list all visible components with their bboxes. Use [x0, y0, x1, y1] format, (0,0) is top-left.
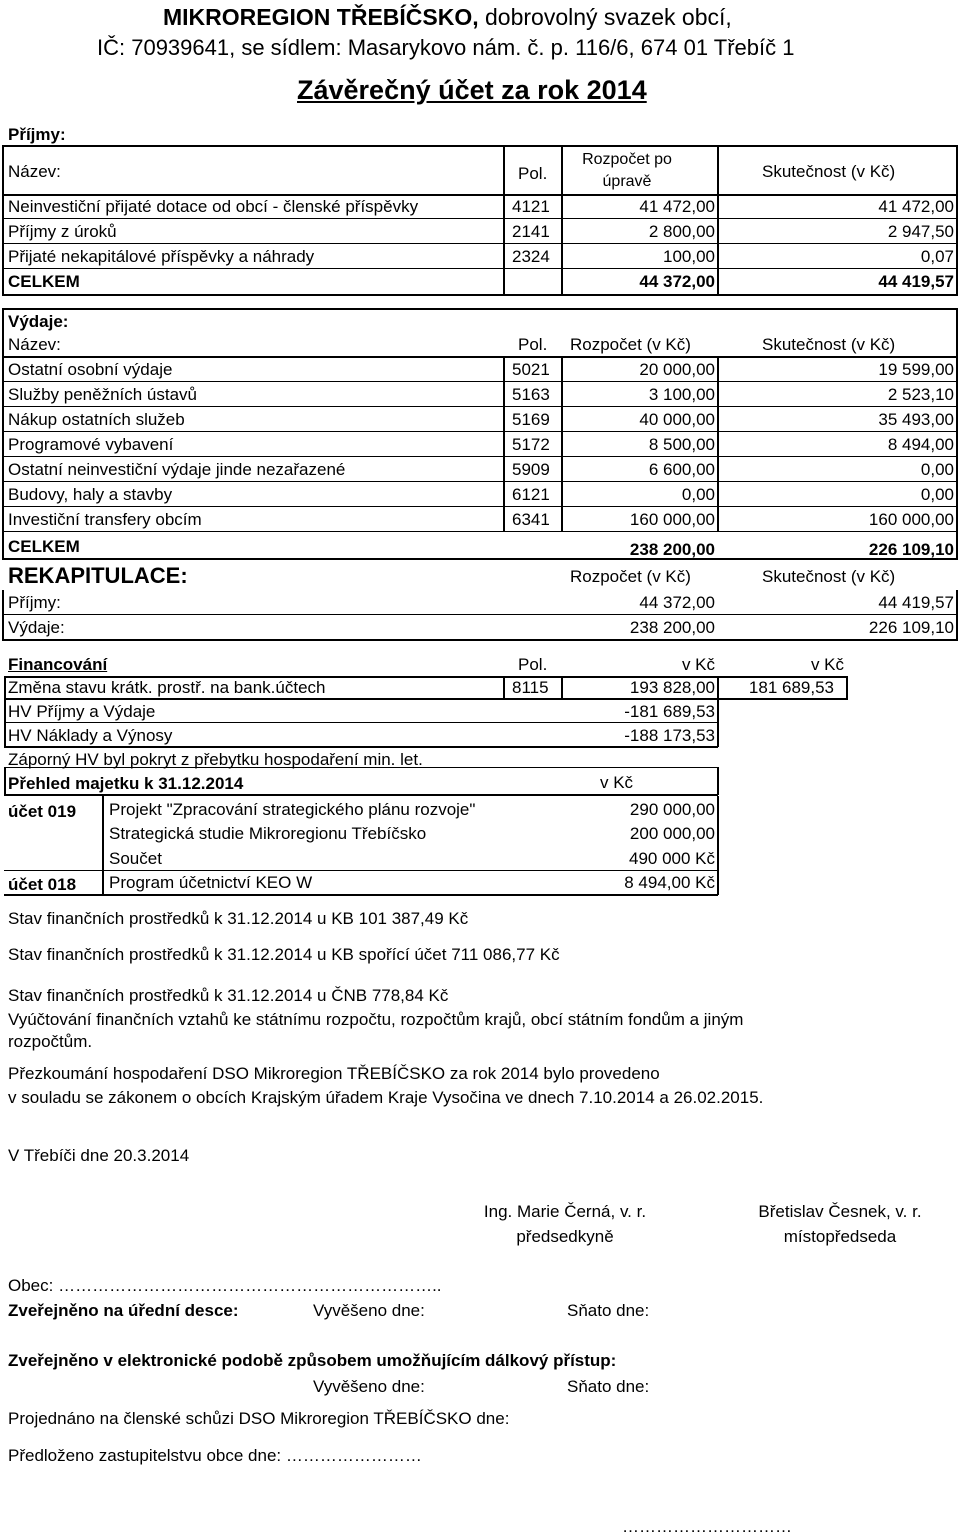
- fin-title: Financování: [8, 655, 108, 674]
- vydaje-row-name: Investiční transfery obcím: [8, 510, 202, 529]
- vydaje-row-budget: 6 600,00: [648, 460, 715, 479]
- vydaje-total-actual: 226 109,10: [868, 540, 954, 559]
- majetek-row-value: 8 494,00 Kč: [624, 873, 715, 892]
- vydaje-row-actual: 0,00: [920, 460, 954, 479]
- stav-kb: Stav finančních prostředků k 31.12.2014 u KB 101 387,49 Kč: [8, 909, 469, 928]
- prijmy-col-budget-1: Rozpočet po: [582, 151, 672, 168]
- majetek-row-value: 200 000,00: [629, 824, 715, 843]
- prijmy-row-name: Příjmy z úroků: [8, 222, 117, 241]
- rekap-row-prijmy-name: Příjmy:: [8, 593, 61, 612]
- stav-cnb: Stav finančních prostředků k 31.12.2014 u ČNB 778,84 Kč: [8, 986, 449, 1005]
- prijmy-row-name: Přijaté nekapitálové příspěvky a náhrady: [8, 247, 315, 266]
- majetek-row-name: Součet: [109, 849, 162, 868]
- predlozeno-line: Předloženo zastupitelstvu obce dne: ……………………: [8, 1446, 422, 1465]
- rekap-row-prijmy-actual: 44 419,57: [878, 593, 954, 612]
- account-019: účet 019: [8, 802, 77, 821]
- vydaje-row-actual: 35 493,00: [878, 410, 954, 429]
- hv2-label: HV Náklady a Výnosy: [8, 726, 173, 745]
- signer2-role: místopředseda: [783, 1227, 897, 1246]
- vydaje-row-budget: 0,00: [681, 485, 715, 504]
- majetek-col-value: v Kč: [600, 773, 634, 792]
- vyveseno-label: Vyvěšeno dne:: [313, 1301, 425, 1320]
- vydaje-row-budget: 20 000,00: [639, 360, 715, 379]
- snato-label-2: Sňato dne:: [567, 1377, 650, 1396]
- prijmy-col-actual: Skutečnost (v Kč): [762, 162, 896, 181]
- vydaje-row-name: Služby peněžních ústavů: [8, 385, 198, 404]
- vydaje-total-budget: 238 200,00: [629, 540, 715, 559]
- vydaje-row-pol: 5172: [512, 435, 550, 454]
- rekap-row-prijmy-budget: 44 372,00: [639, 593, 715, 612]
- header-line1: [163, 6, 732, 29]
- vydaje-col-name: Název:: [8, 335, 61, 354]
- vydaje-row-actual: 2 523,10: [887, 385, 954, 404]
- prijmy-row-actual: 0,07: [920, 247, 954, 266]
- majetek-row-value: 490 000 Kč: [628, 849, 715, 868]
- prijmy-row-pol: 2324: [512, 247, 550, 266]
- hv2-value: -188 173,53: [624, 726, 715, 745]
- stav-kb-sporici: Stav finančních prostředků k 31.12.2014 u KB spořící účet 711 086,77 Kč: [8, 945, 560, 964]
- prijmy-col-pol: Pol.: [518, 164, 548, 183]
- rekap-col-budget: Rozpočet (v Kč): [570, 567, 691, 586]
- prijmy-row-pol: 2141: [512, 222, 550, 241]
- fin-row-pol: 8115: [512, 678, 549, 697]
- prijmy-row-name: Neinvestiční přijaté dotace od obcí - členské příspěvky: [8, 197, 419, 216]
- prijmy-row-budget: 2 800,00: [648, 222, 715, 241]
- signer1-name: Ing. Marie Černá, v. r.: [483, 1202, 647, 1221]
- majetek-title: Přehled majetku k 31.12.2014: [8, 774, 244, 793]
- prezkoumani-line1: Přezkoumání hospodaření DSO Mikroregion TŘEBÍČSKO za rok 2014 bylo provedeno: [8, 1064, 660, 1083]
- prijmy-row-actual: 41 472,00: [878, 197, 954, 216]
- vydaje-row-name: Programové vybavení: [8, 435, 174, 454]
- zverejneno-elektronicky-label: Zveřejněno v elektronické podobě způsobem umožňujícím dálkový přístup:: [8, 1351, 617, 1370]
- place-date: V Třebíči dne 20.3.2014: [8, 1146, 190, 1165]
- fin-col-b: v Kč: [810, 655, 844, 674]
- vyuctovani-line1: Vyúčtování finančních vztahů ke státnímu rozpočtu, rozpočtům krajů, obcí státním fondům a jiným: [8, 1010, 744, 1029]
- hv-note: Záporný HV byl pokryt z přebytku hospodaření min. let.: [8, 750, 423, 769]
- projednano-line: Projednáno na členské schůzi DSO Mikroregion TŘEBÍČSKO dne:: [8, 1409, 510, 1428]
- org-type: dobrovolný svazek obcí,: [478, 4, 732, 30]
- prijmy-row-pol: 4121: [512, 197, 550, 216]
- vydaje-row-pol: 6121: [512, 485, 550, 504]
- prijmy-row-budget: 100,00: [663, 247, 715, 266]
- obec-line: Obec: …………………………………………………………..: [8, 1276, 442, 1295]
- vydaje-total-label: CELKEM: [8, 537, 80, 556]
- vydaje-col-budget: Rozpočet (v Kč): [570, 335, 691, 354]
- prijmy-row-budget: 41 472,00: [639, 197, 715, 216]
- zverejneno-deska-label: Zveřejněno na úřední desce:: [8, 1301, 239, 1320]
- vydaje-row-name: Nákup ostatních služeb: [8, 410, 185, 429]
- prijmy-col-budget-2: úpravě: [602, 173, 652, 190]
- vydaje-row-actual: 19 599,00: [878, 360, 954, 379]
- fin-row-b: 181 689,53: [748, 678, 834, 697]
- vydaje-col-pol: Pol.: [518, 335, 548, 354]
- page-title: Závěrečný účet za rok 2014: [297, 75, 647, 105]
- fin-row-name: Změna stavu krátk. prostř. na bank.účtech: [8, 678, 326, 697]
- vydaje-row-name: Ostatní osobní výdaje: [8, 360, 173, 379]
- vydaje-row-name: Budovy, haly a stavby: [8, 485, 173, 504]
- rekap-row-vydaje-actual: 226 109,10: [868, 618, 954, 637]
- org-address: IČ: 70939641, se sídlem: Masarykovo nám. č. p. 116/6, 674 01 Třebíč 1: [97, 35, 795, 60]
- hv1-label: HV Příjmy a Výdaje: [8, 702, 156, 721]
- prijmy-total-budget: 44 372,00: [639, 272, 715, 291]
- prijmy-row-actual: 2 947,50: [887, 222, 954, 241]
- rekap-row-vydaje-budget: 238 200,00: [629, 618, 715, 637]
- majetek-row-name: Program účetnictví KEO W: [109, 873, 313, 892]
- prijmy-total-label: CELKEM: [8, 272, 80, 291]
- vydaje-row-pol: 6341: [512, 510, 550, 529]
- rekap-row-vydaje-name: Výdaje:: [8, 618, 65, 637]
- snato-label: Sňato dne:: [567, 1301, 650, 1320]
- signature-dots: …………………………: [622, 1517, 792, 1536]
- vydaje-row-budget: 3 100,00: [648, 385, 715, 404]
- account-018: účet 018: [8, 875, 77, 894]
- vydaje-row-pol: 5021: [512, 360, 550, 379]
- vydaje-col-actual: Skutečnost (v Kč): [762, 335, 896, 354]
- rekap-col-actual: Skutečnost (v Kč): [762, 567, 896, 586]
- majetek-row-value: 290 000,00: [629, 800, 715, 819]
- vydaje-row-pol: 5909: [512, 460, 550, 479]
- signer1-role: předsedkyně: [516, 1227, 614, 1246]
- signer2-name: Břetislav Česnek, v. r.: [758, 1202, 922, 1221]
- fin-row-a: 193 828,00: [629, 678, 715, 697]
- majetek-row-name: Strategická studie Mikroregionu Třebíčsko: [109, 824, 427, 843]
- majetek-row-name: Projekt "Zpracování strategického plánu rozvoje": [109, 800, 476, 819]
- vydaje-label: Výdaje:: [8, 312, 69, 331]
- vyuctovani-line2: rozpočtům.: [8, 1032, 93, 1051]
- vydaje-row-budget: 8 500,00: [648, 435, 715, 454]
- prijmy-label: Příjmy:: [8, 125, 66, 144]
- prijmy-total-actual: 44 419,57: [878, 272, 954, 291]
- vydaje-row-actual: 0,00: [920, 485, 954, 504]
- vyveseno-label-2: Vyvěšeno dne:: [313, 1377, 425, 1396]
- fin-col-pol: Pol.: [518, 655, 548, 674]
- vydaje-row-name: Ostatní neinvestiční výdaje jinde nezařazené: [8, 460, 346, 479]
- fin-col-a: v Kč: [681, 655, 715, 674]
- hv1-value: -181 689,53: [624, 702, 715, 721]
- rekap-title: REKAPITULACE:: [8, 563, 188, 588]
- prezkoumani-line2: v souladu se zákonem o obcích Krajským úřadem Kraje Vysočina ve dnech 7.10.2014 a 26.02.2015.: [8, 1088, 764, 1107]
- vydaje-row-pol: 5163: [512, 385, 550, 404]
- org-name: MIKROREGION TŘEBÍČSKO,: [163, 4, 479, 30]
- vydaje-row-actual: 8 494,00: [887, 435, 954, 454]
- vydaje-row-actual: 160 000,00: [868, 510, 954, 529]
- vydaje-row-budget: 40 000,00: [639, 410, 715, 429]
- prijmy-col-name: Název:: [8, 162, 61, 181]
- vydaje-row-pol: 5169: [512, 410, 550, 429]
- vydaje-row-budget: 160 000,00: [629, 510, 715, 529]
